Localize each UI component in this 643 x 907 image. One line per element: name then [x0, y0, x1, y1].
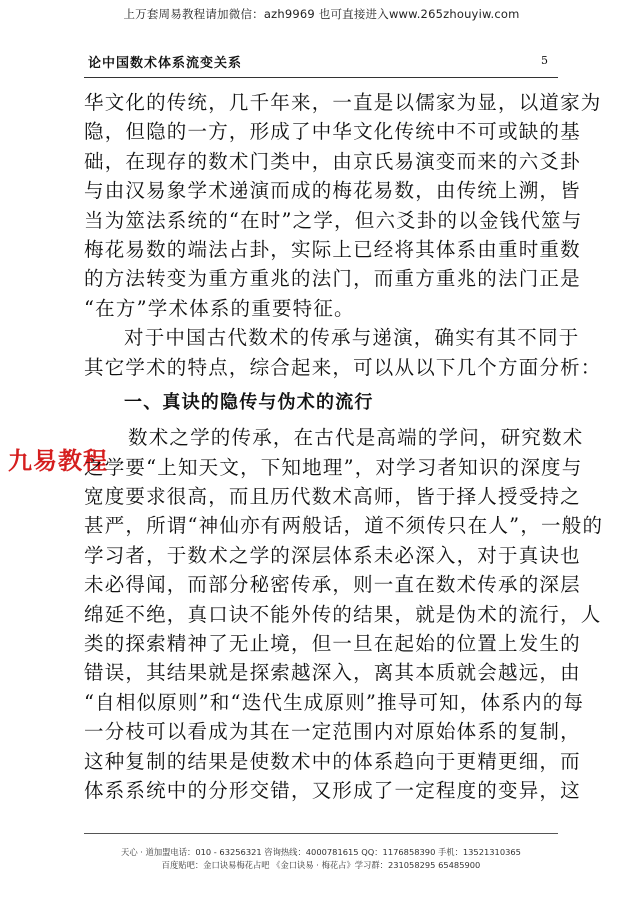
text-line: 梅花易数的端法占卦，实际上已经将其体系由重时重数 [84, 237, 581, 261]
text-line: 数术之学的传承，在古代是高端的学问，研究数术 [128, 426, 584, 450]
footer-rule [84, 833, 558, 834]
text-line: 体系系统中的分形交错，又形成了一定程度的变异，这 [84, 778, 581, 802]
text-line: “在方”学术体系的重要特征。 [84, 296, 355, 320]
page-footer [84, 846, 558, 872]
text-line: 的方法转变为重方重兆的法门，而重方重兆的法门正是 [84, 267, 581, 291]
page-number: 5 [541, 54, 548, 67]
text-line: 其它学术的特点，综合起来，可以从以下几个方面分析： [84, 355, 602, 379]
text-line: 与由汉易象学术递演而成的梅花易数，由传统上溯，皆 [84, 179, 581, 203]
text-line: 华文化的传统，几千年来，一直是以儒家为显，以道家为 [84, 91, 602, 114]
text-line: 绵延不绝，真口诀不能外传的结果，就是伪术的流行，人 [84, 602, 602, 626]
text-line: 隐，但隐的一方，形成了中华文化传统中不可或缺的基 [84, 120, 581, 144]
text-line: 宽度要求很高，而且历代数术高师，皆于择人授受持之 [84, 485, 581, 509]
footer-group-line: 百度贴吧：金口诀易梅花占吧 《金口诀易 · 梅花占》学习群：231058295 65485900 [161, 860, 481, 870]
text-line: 这种复制的结果是使数术中的体系趋向于更精更细，而 [84, 749, 581, 773]
text-line: 之学要“上知天文，下知地理”，对学习者知识的深度与 [84, 455, 583, 479]
text-line: 一分枝可以看成为其在一定范围内对原始体系的复制， [84, 720, 581, 744]
watermark-logo: 九易教程 [8, 447, 108, 475]
text-line: 础，在现存的数术门类中，由京氏易演变而来的六爻卦 [84, 149, 581, 173]
text-line: 错误，其结果就是探索越深入，离其本质就会越远，由 [84, 661, 581, 685]
top-banner: 上万套周易教程请加微信：azh9969 也可直接进入www.265zhouyiw.com [123, 7, 520, 21]
text-line: 对于中国古代数术的传承与递演，确实有其不同于 [124, 326, 580, 350]
text-line: 未必得闻，而部分秘密传承，则一直在数术传承的深层 [84, 573, 581, 597]
text-line: 学习者，于数术之学的深层体系未必深入，对于真诀也 [84, 543, 581, 567]
text-line: 类的探索精神了无止境，但一旦在起始的位置上发生的 [84, 632, 581, 656]
text-line: 当为筮法系统的“在时”之学，但六爻卦的以金钱代筮与 [84, 208, 583, 232]
footer-contact-line: 天心 · 道加盟电话：010 - 63256321 咨询热线：4000781615 QQ：1176858390 手机：13521310365 [121, 847, 521, 857]
running-title: 论中国数术体系流变关系 [88, 56, 243, 71]
text-line: “自相似原则”和“迭代生成原则”推导可知，体系内的每 [84, 690, 585, 714]
body-text [84, 88, 604, 805]
page-header [84, 52, 558, 72]
header-rule [84, 77, 558, 78]
section-heading: 一、真诀的隐传与伪术的流行 [124, 391, 374, 413]
text-line: 甚严，所谓“神仙亦有两般话，道不须传只在人”，一般的 [84, 514, 604, 538]
